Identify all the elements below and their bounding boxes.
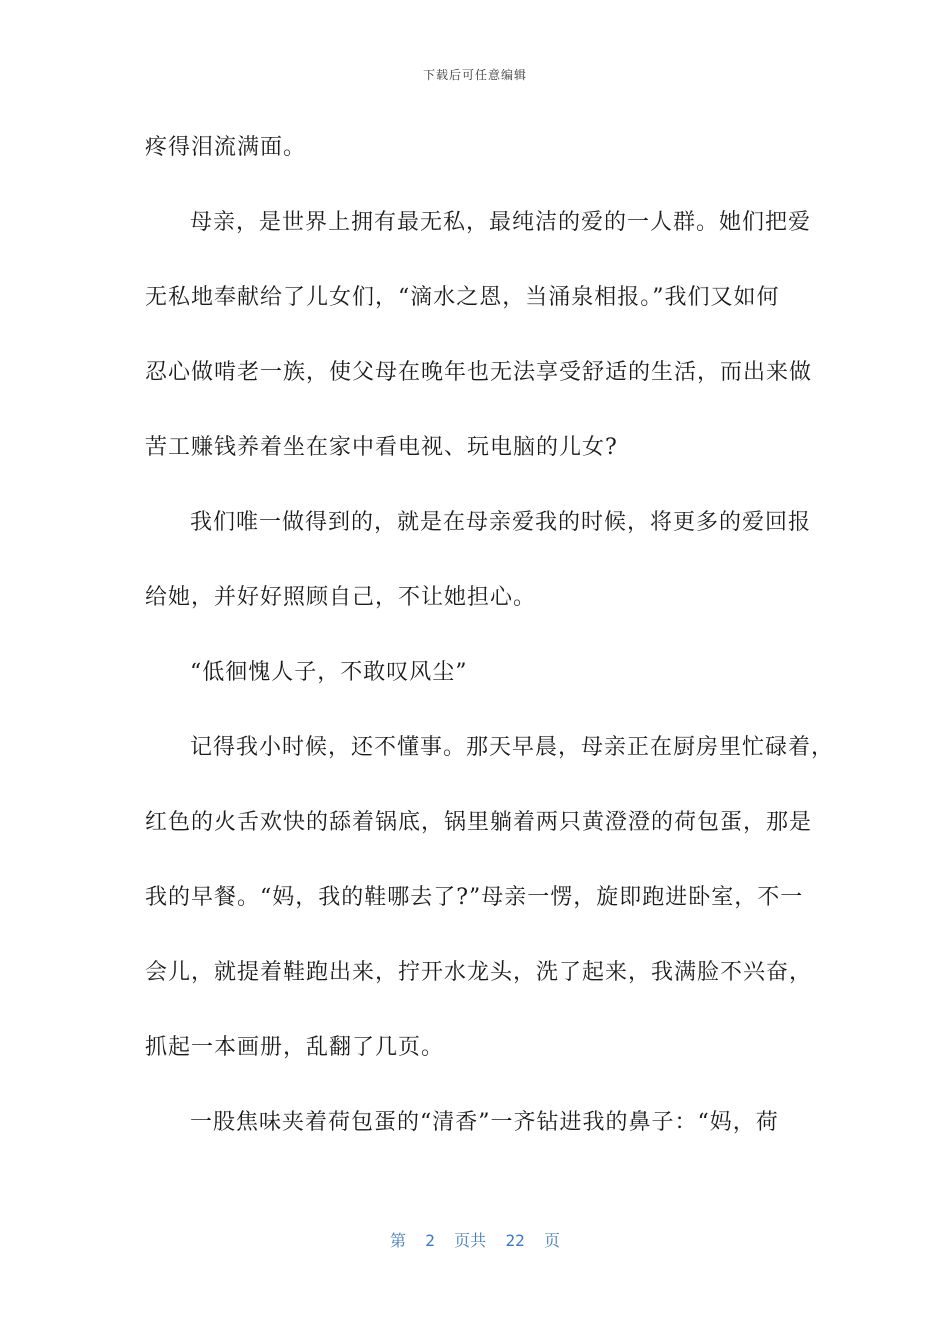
text-line: 会儿，就提着鞋跑出来，拧开水龙头，洗了起来，我满脸不兴奋， [145, 960, 813, 985]
text-line: 一股焦味夹着荷包蛋的“清香”一齐钻进我的鼻子：“妈，荷 [190, 1110, 779, 1135]
page-header: 下载后可任意编辑 [422, 68, 527, 82]
text-line: 忍心做啃老一族，使父母在晚年也无法享受舒适的生活，而出来做 [145, 360, 813, 385]
text-line: 给她，并好好照顾自己，不让她担心。 [145, 585, 537, 610]
text-line: 抓起一本画册，乱翻了几页。 [145, 1035, 445, 1060]
text-line: 我们唯一做得到的，就是在母亲爱我的时候，将更多的爱回报 [190, 510, 812, 535]
text-line: 记得我小时候，还不懂事。那天早晨，母亲正在厨房里忙碌着， [190, 735, 835, 760]
text-line: 红色的火舌欢快的舔着锅底，锅里躺着两只黄澄澄的荷包蛋，那是 [145, 810, 813, 835]
text-line: 母亲，是世界上拥有最无私，最纯洁的爱的一人群。她们把爱 [190, 210, 812, 235]
document-body [145, 128, 835, 1178]
text-line: 苦工赚钱养着坐在家中看电视、玩电脑的儿女? [145, 435, 618, 460]
text-line: 无私地奉献给了儿女们，“滴水之恩，当涌泉相报。”我们又如何 [145, 285, 780, 310]
text-line: 疼得泪流满面。 [145, 135, 307, 160]
text-line: 我的早餐。“妈，我的鞋哪去了?”母亲一愣，旋即跑进卧室，不一 [145, 885, 804, 910]
page-number-footer: 第 2 页共 22 页 [390, 1231, 560, 1250]
text-line: “低徊愧人子，不敢叹风尘” [190, 660, 468, 685]
